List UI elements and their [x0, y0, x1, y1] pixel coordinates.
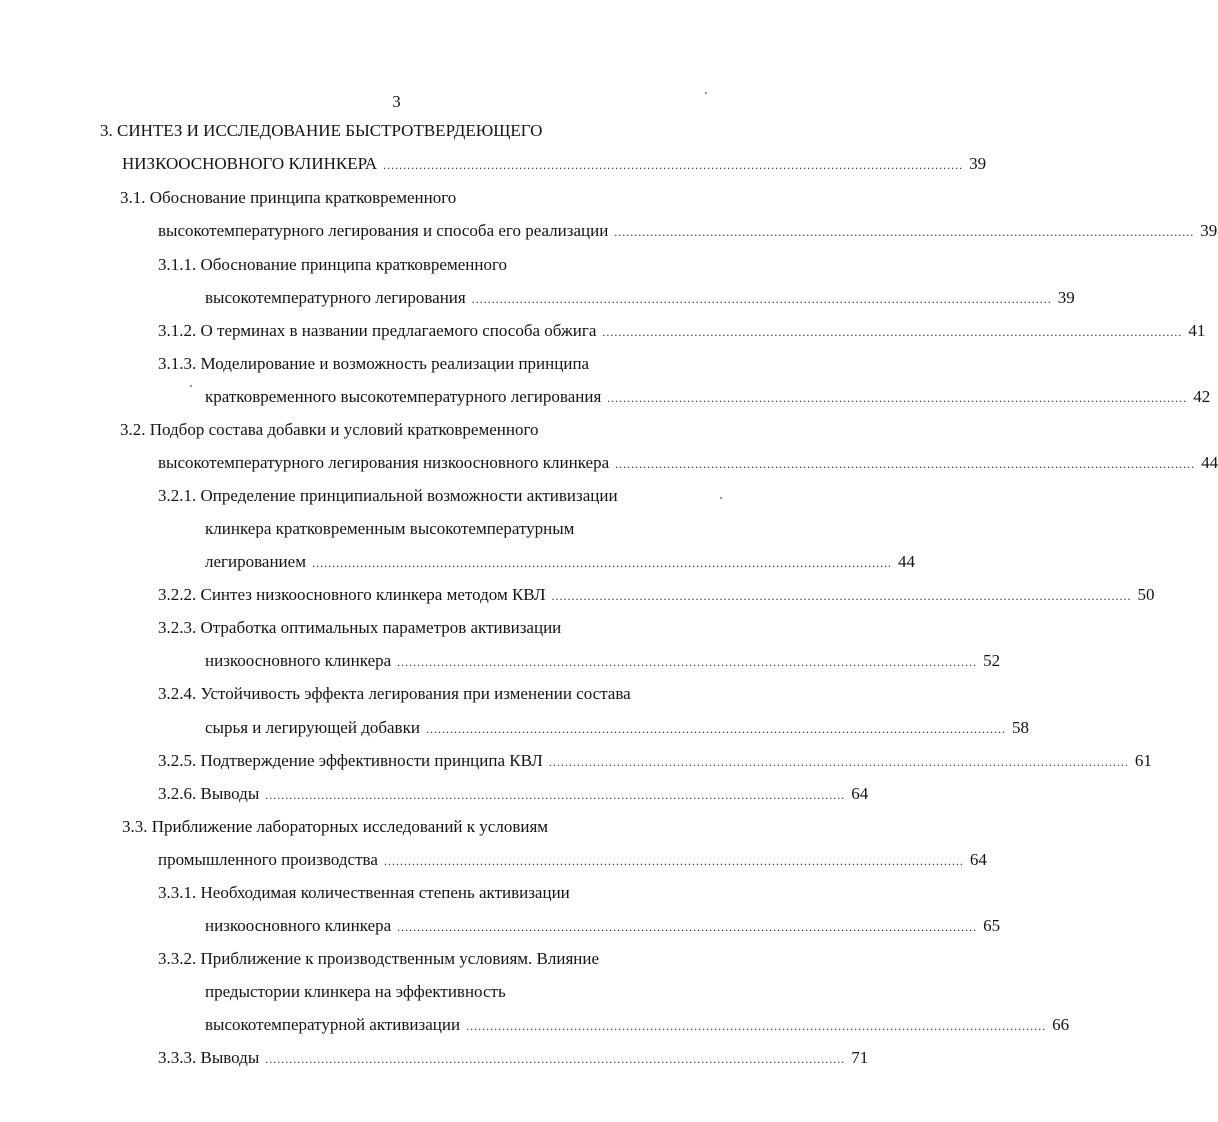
- toc-text: сырья и легирующей добавки: [205, 718, 420, 737]
- toc-text: 3.3.1. Необходимая количественная степень активизации: [158, 883, 570, 902]
- toc-line: [158, 782, 869, 806]
- toc-text: 3.1. Обоснование принципа кратковременного: [120, 188, 457, 207]
- toc-text: 3.2.2. Синтез низкоосновного клинкера методом КВЛ: [158, 585, 546, 604]
- leader-dots: .................................................................................................................................................: [607, 391, 1188, 405]
- toc-text: 3.2.5. Подтверждение эффективности принципа КВЛ: [158, 751, 543, 770]
- toc-page: 39: [1200, 221, 1218, 240]
- leader-dots: .................................................................................................................................................: [602, 325, 1183, 339]
- toc-line: [205, 550, 915, 574]
- toc-text: клинкера кратковременным высокотемпературным: [205, 519, 575, 538]
- toc-page: 44: [897, 552, 915, 571]
- toc-line: [158, 253, 744, 277]
- leader-dots: .................................................................................................................................................: [425, 722, 1006, 736]
- scan-speck: [720, 497, 722, 499]
- toc-text: 3.2.4. Устойчивость эффекта легирования при изменении состава: [158, 684, 631, 703]
- toc-text: 3.1.1. Обоснование принципа кратковременного: [158, 255, 508, 274]
- toc-line: [158, 484, 744, 508]
- toc-line: [158, 749, 1152, 773]
- toc-page: 50: [1137, 585, 1155, 604]
- leader-dots: .................................................................................................................................................: [397, 655, 978, 669]
- toc-page: 44: [1201, 453, 1218, 472]
- leader-dots: .................................................................................................................................................: [471, 292, 1052, 306]
- toc-line: [158, 616, 744, 640]
- toc-line: [205, 1013, 1070, 1037]
- toc-line: [158, 219, 1218, 243]
- toc-page: 39: [1057, 288, 1075, 307]
- leader-dots: .................................................................................................................................................: [383, 158, 964, 172]
- leader-dots: .................................................................................................................................................: [551, 589, 1132, 603]
- toc-line: [205, 914, 1001, 938]
- toc-line: [100, 119, 744, 143]
- leader-dots: .................................................................................................................................................: [265, 1052, 846, 1066]
- leader-dots: .................................................................................................................................................: [548, 755, 1129, 769]
- toc-line: [158, 881, 744, 905]
- toc-text: низкоосновного клинкера: [205, 651, 392, 670]
- toc-page: 58: [1011, 718, 1029, 737]
- toc-line: [158, 583, 1155, 607]
- toc-page: 42: [1193, 387, 1211, 406]
- toc-line: [205, 649, 1001, 673]
- toc-text: кратковременного высокотемпературного легирования: [205, 387, 602, 406]
- toc-heading-3: 3. СИНТЕЗ И ИССЛЕДОВАНИЕ БЫСТРОТВЕРДЕЮЩЕГО: [100, 121, 543, 140]
- toc-line: [158, 1046, 869, 1070]
- toc-line: [158, 319, 1206, 343]
- toc-text: 3.2.3. Отработка оптимальных параметров активизации: [158, 618, 562, 637]
- toc-line: [158, 947, 744, 971]
- toc-text: 3.2.6. Выводы: [158, 784, 260, 803]
- toc-text: высокотемпературного легирования низкоосновного клинкера: [158, 453, 610, 472]
- toc-line: [120, 418, 744, 442]
- toc-text: промышленного производства: [158, 850, 378, 869]
- toc-text: 3.2.1. Определение принципиальной возможности активизации: [158, 486, 618, 505]
- leader-dots: .................................................................................................................................................: [265, 788, 846, 802]
- toc-page: 71: [851, 1048, 869, 1067]
- toc-page: 64: [851, 784, 869, 803]
- toc-line: [122, 815, 744, 839]
- toc-text: 3.3.3. Выводы: [158, 1048, 260, 1067]
- leader-dots: .................................................................................................................................................: [397, 920, 978, 934]
- scan-speck: [705, 92, 707, 94]
- leader-dots: .................................................................................................................................................: [311, 556, 892, 570]
- leader-dots: .................................................................................................................................................: [614, 225, 1195, 239]
- toc-page: 64: [969, 850, 987, 869]
- toc-page: 41: [1188, 321, 1206, 340]
- leader-dots: .................................................................................................................................................: [466, 1019, 1047, 1033]
- toc-text: высокотемпературного легирования: [205, 288, 466, 307]
- toc-page: 66: [1052, 1015, 1070, 1034]
- toc-line: [120, 186, 744, 210]
- toc-line: [205, 716, 1029, 740]
- toc-line: [205, 517, 744, 541]
- toc-text: НИЗКООСНОВНОГО КЛИНКЕРА: [122, 154, 378, 173]
- toc-text: 3.3.2. Приближение к производственным условиям. Влияние: [158, 949, 600, 968]
- leader-dots: .................................................................................................................................................: [615, 457, 1196, 471]
- scan-speck: [190, 385, 192, 387]
- toc-page: 61: [1134, 751, 1152, 770]
- page-number: 3: [392, 92, 401, 111]
- toc-text: 3.2. Подбор состава добавки и условий кратковременного: [120, 420, 539, 439]
- toc-line: [158, 352, 744, 376]
- toc-text: 3.1.3. Моделирование и возможность реализации принципа: [158, 354, 590, 373]
- toc-line: [158, 451, 1218, 475]
- toc-line: [122, 152, 987, 176]
- toc-line: [205, 980, 744, 1004]
- toc-page: 65: [983, 916, 1001, 935]
- toc-page: 52: [983, 651, 1001, 670]
- leader-dots: .................................................................................................................................................: [383, 854, 964, 868]
- toc-text: высокотемпературной активизации: [205, 1015, 461, 1034]
- toc-line: [158, 682, 744, 706]
- toc-text: высокотемпературного легирования и способа его реализации: [158, 221, 609, 240]
- toc-text: предыстории клинкера на эффективность: [205, 982, 506, 1001]
- toc-line: [158, 848, 987, 872]
- toc-text: 3.3. Приближение лабораторных исследований к условиям: [122, 817, 549, 836]
- toc-text: легированием: [205, 552, 306, 571]
- toc-line: [205, 385, 1211, 409]
- toc-text: низкоосновного клинкера: [205, 916, 392, 935]
- toc-line: [205, 286, 1075, 310]
- toc-page: 39: [969, 154, 987, 173]
- toc-text: 3.1.2. О терминах в названии предлагаемого способа обжига: [158, 321, 597, 340]
